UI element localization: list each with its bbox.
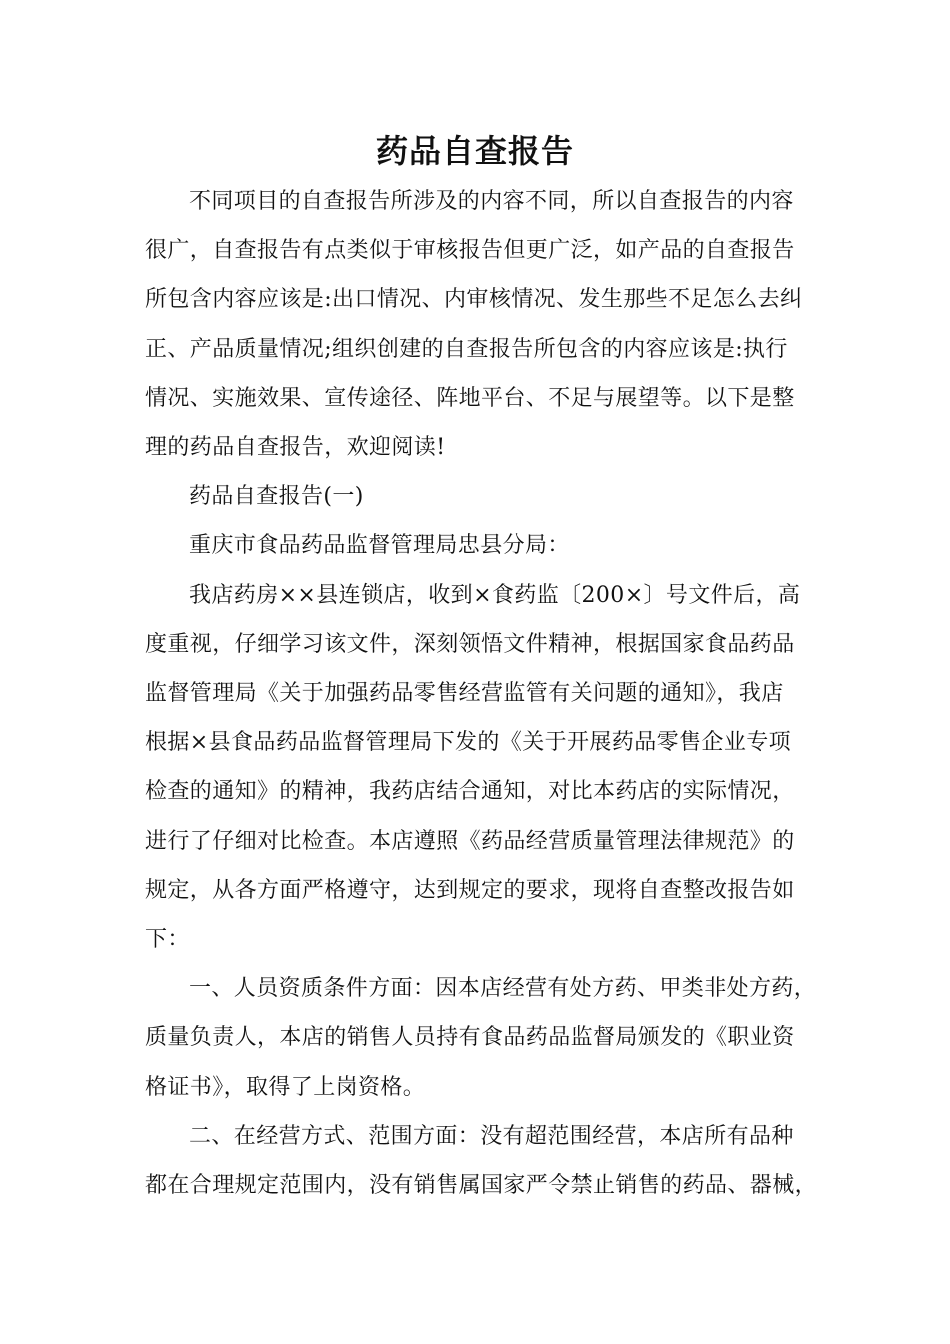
paragraph-line: 正、产品质量情况;组织创建的自查报告所包含的内容应该是:执行 <box>145 336 788 362</box>
paragraph-line: 所包含内容应该是:出口情况、内审核情况、发生那些不足怎么去纠 <box>145 287 803 313</box>
body-paragraph <box>145 1112 818 1210</box>
paragraph-line: 规定，从各方面严格遵守，达到规定的要求，现将自查整改报告如 <box>145 877 795 903</box>
paragraph-line: 情况、实施效果、宣传途径、阵地平台、不足与展望等。以下是整 <box>145 385 795 411</box>
paragraph-line: 进行了仔细对比检查。本店遵照《药品经营质量管理法律规范》的 <box>145 828 795 854</box>
body-paragraph <box>145 177 810 472</box>
body-paragraph <box>145 964 817 1112</box>
body-paragraph <box>145 571 810 965</box>
paragraph-line: 检查的通知》的精神，我药店结合通知，对比本药店的实际情况， <box>145 779 795 805</box>
paragraph-line: 二、在经营方式、范围方面：没有超范围经营，本店所有品种 <box>189 1123 794 1149</box>
paragraph-line: 不同项目的自查报告所涉及的内容不同，所以自查报告的内容 <box>189 189 794 214</box>
paragraph-line: 都在合理规定范围内，没有销售属国家严令禁止销售的药品、器械， <box>145 1173 818 1199</box>
paragraph-line: 下： <box>145 927 190 953</box>
paragraph-line: 根据×县食品药品监督管理局下发的《关于开展药品零售企业专项 <box>145 730 792 756</box>
body-paragraph <box>145 472 810 521</box>
paragraph-line: 度重视，仔细学习该文件，深刻领悟文件精神，根据国家食品药品 <box>145 631 795 657</box>
document-body <box>145 177 818 1210</box>
paragraph-line: 理的药品自查报告，欢迎阅读! <box>145 435 446 461</box>
paragraph-line: 重庆市食品药品监督管理局忠县分局： <box>189 533 570 559</box>
paragraph-line: 我店药房××县连锁店，收到×食药监〔200×〕号文件后，高 <box>189 582 801 608</box>
body-paragraph <box>145 521 810 570</box>
paragraph-line: 一、人员资质条件方面：因本店经营有处方药、甲类非处方药， <box>189 976 817 1002</box>
paragraph-line: 监督管理局《关于加强药品零售经营监管有关问题的通知》，我店 <box>145 681 784 707</box>
paragraph-line: 格证书》，取得了上岗资格。 <box>145 1074 426 1100</box>
paragraph-line: 药品自查报告(一) <box>189 484 364 510</box>
paragraph-line: 质量负责人，本店的销售人员持有食品药品监督局颁发的《职业资 <box>145 1025 795 1051</box>
paragraph-line: 很广，自查报告有点类似于审核报告但更广泛，如产品的自查报告 <box>145 238 795 264</box>
document-title: 药品自查报告 <box>375 132 574 170</box>
